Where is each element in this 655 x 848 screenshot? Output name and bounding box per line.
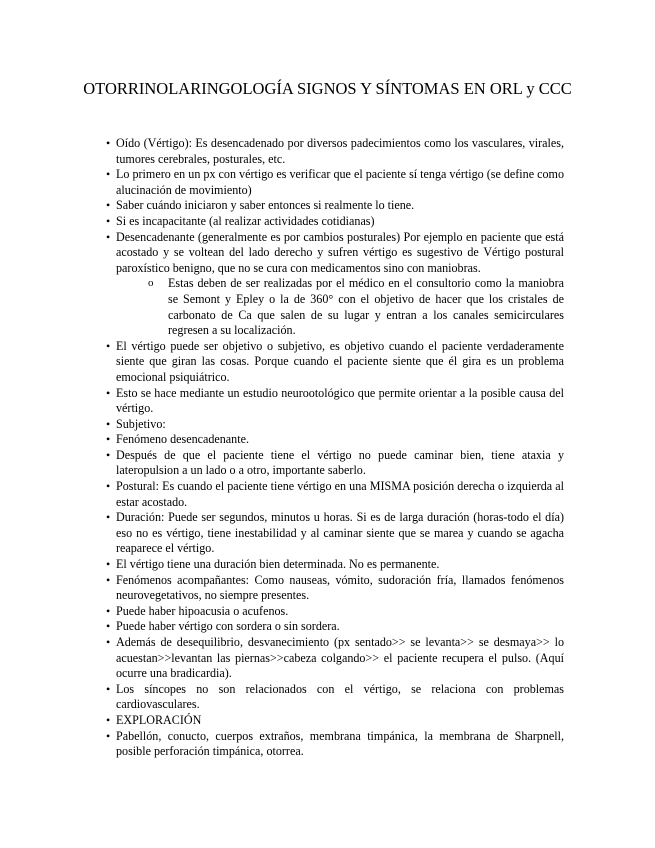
- sub-bullet-list: [116, 276, 564, 338]
- list-item: [98, 167, 564, 198]
- list-item: [98, 604, 564, 620]
- bullet-icon: •: [106, 619, 111, 634]
- bullet-icon: •: [106, 572, 111, 587]
- list-item-text: El vértigo puede ser objetivo o subjetivo, es objetivo cuando el paciente verdaderamente siente que giran las cosas. Porque cuando el paciente siente que él gira es un problema emocional psiquiátrico.: [116, 338, 564, 384]
- list-item-text: Pabellón, conucto, cuerpos extraños, membrana timpánica, la membrana de Sharpnell, posible perforación timpánica, otorrea.: [116, 728, 564, 759]
- document-body: [98, 136, 564, 760]
- list-item-text: Puede haber vértigo con sordera o sin sordera.: [116, 619, 340, 634]
- list-item: [98, 448, 564, 479]
- bullet-icon: •: [106, 681, 111, 696]
- list-item-text: Subjetivo:: [116, 416, 166, 431]
- bullet-icon: •: [106, 338, 111, 353]
- list-item: [98, 386, 564, 417]
- bullet-icon: •: [106, 479, 111, 494]
- bullet-icon: •: [106, 447, 111, 462]
- list-item-text: Puede haber hipoacusia o acufenos.: [116, 603, 289, 618]
- list-item: [98, 557, 564, 573]
- list-item-text: Duración: Puede ser segundos, minutos u horas. Si es de larga duración (horas-todo el día) eso no es vértigo, tiene inestabilidad y al caminar siente que se marea y cuando se agacha reaparece el vértigo.: [116, 510, 564, 556]
- sub-list-item-text: Estas deben de ser realizadas por el médico en el consultorio como la maniobra se Semont y Epley o la de 360° con el objetivo de hacer que los cristales de carbonato de Ca que salen de su lugar y entran a los canales semicirculares regresen a su localización.: [168, 276, 564, 338]
- list-item: [98, 713, 564, 729]
- list-item-text: Fenómeno desencadenante.: [116, 432, 249, 447]
- list-item: [98, 230, 564, 339]
- list-item: [98, 479, 564, 510]
- bullet-icon: •: [106, 229, 111, 244]
- list-item-text: Oído (Vértigo): Es desencadenado por diversos padecimientos como los vasculares, virales, tumores cerebrales, posturales, etc.: [116, 136, 564, 166]
- bullet-list: [98, 136, 564, 760]
- bullet-icon: •: [106, 213, 111, 228]
- bullet-icon: •: [106, 510, 111, 525]
- list-item: [98, 619, 564, 635]
- list-item-text: Lo primero en un px con vértigo es verificar que el paciente sí tenga vértigo (se define como alucinación de movimiento): [116, 167, 564, 197]
- bullet-icon: •: [106, 416, 111, 431]
- bullet-icon: •: [106, 432, 111, 447]
- list-item-text: Si es incapacitante (al realizar actividades cotidianas): [116, 213, 375, 228]
- circle-bullet-icon: o: [148, 277, 154, 290]
- bullet-icon: •: [106, 712, 111, 727]
- list-item: [98, 214, 564, 230]
- list-item: [98, 136, 564, 167]
- bullet-icon: •: [106, 385, 111, 400]
- list-item-text: EXPLORACIÓN: [116, 712, 202, 727]
- list-item-text: Desencadenante (generalmente es por cambios posturales) Por ejemplo en paciente que está acostado y se voltean del lado derecho y sufren vértigo es sugestivo de Vértigo postural paroxístico benigno, que no se cura con medicamentos sino con maniobras.: [116, 229, 564, 275]
- sub-list-item: [116, 276, 564, 338]
- bullet-icon: •: [106, 635, 111, 649]
- bullet-icon: •: [106, 557, 111, 572]
- list-item: [98, 198, 564, 214]
- list-item: [98, 729, 564, 760]
- list-item-text: Después de que el paciente tiene el vértigo no puede caminar bien, tiene ataxia y lateropulsion a un lado o a otro, importante saberlo.: [116, 447, 564, 478]
- list-item-text: Esto se hace mediante un estudio neurootológico que permite orientar a la posible causa del vértigo.: [116, 385, 564, 416]
- list-item-text: Además de desequilibrio, desvanecimiento (px sentado>> se levanta>> se desmaya>> lo acuestan>>levantan las piernas>>cabeza colgando>> el paciente recupera el pulso. (Aquí ocurre una bradicardia).: [116, 635, 564, 681]
- list-item: [98, 432, 564, 448]
- list-item: [98, 682, 564, 713]
- list-item-text: Los síncopes no son relacionados con el vértigo, se relaciona con problemas cardiovasculares.: [116, 681, 564, 712]
- list-item: [98, 510, 564, 557]
- bullet-icon: •: [106, 603, 111, 618]
- bullet-icon: •: [106, 167, 111, 182]
- list-item: [98, 635, 564, 682]
- page-title: OTORRINOLARINGOLOGÍA SIGNOS Y SÍNTOMAS EN ORL y CCC: [83, 79, 572, 98]
- list-item-text: El vértigo tiene una duración bien determinada. No es permanente.: [116, 557, 440, 572]
- list-item-text: Fenómenos acompañantes: Como nauseas, vómito, sudoración fría, llamados fenómenos neurovegetativos, no siempre presentes.: [116, 572, 564, 603]
- bullet-icon: •: [106, 198, 111, 213]
- bullet-icon: •: [106, 728, 111, 743]
- list-item-text: Postural: Es cuando el paciente tiene vértigo en una MISMA posición derecha o izquierda al estar acostado.: [116, 479, 564, 509]
- list-item-text: Saber cuándo iniciaron y saber entonces si realmente lo tiene.: [116, 198, 415, 213]
- list-item: [98, 417, 564, 433]
- bullet-icon: •: [106, 136, 111, 150]
- list-item: [98, 573, 564, 604]
- list-item: [98, 339, 564, 386]
